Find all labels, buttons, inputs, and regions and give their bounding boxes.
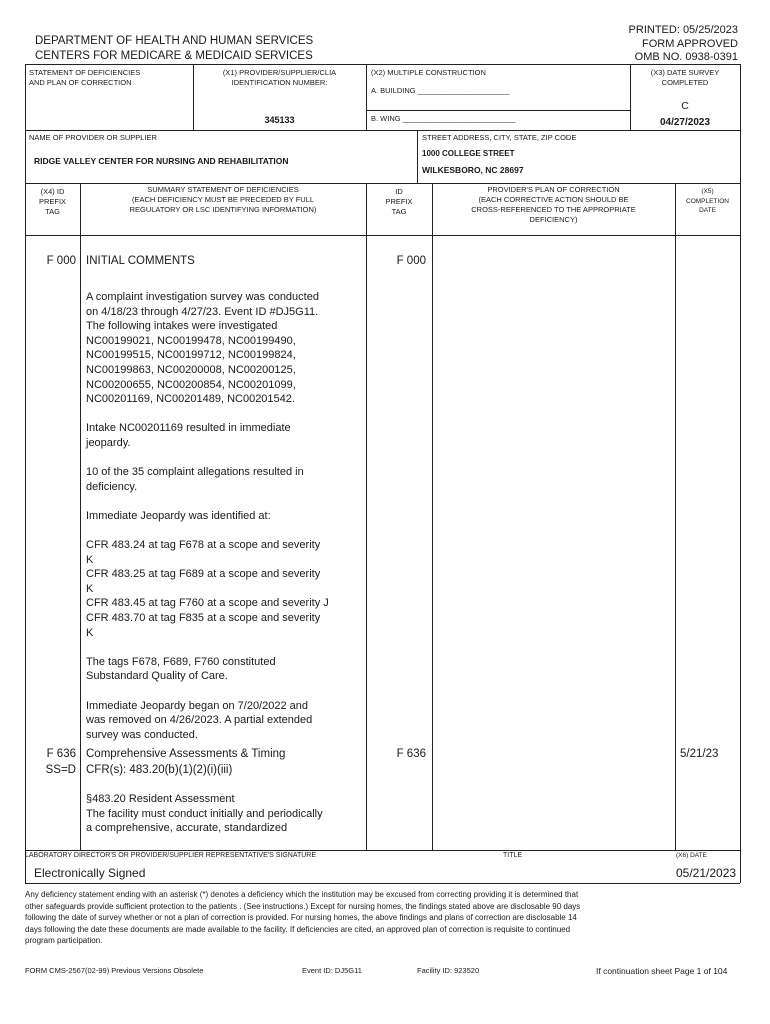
street-address: 1000 COLLEGE STREET: [422, 149, 515, 158]
row-divider-4: [25, 850, 740, 851]
footer-event-id: Event ID: DJ5G11: [302, 966, 362, 975]
plan-column-header: PROVIDER'S PLAN OF CORRECTION (EACH CORRECTIVE ACTION SHOULD BE CROSS-REFERENCED TO THE APPROPRIATE DEFICIENCY): [471, 185, 636, 224]
form-approved-label: FORM APPROVED: [642, 37, 738, 50]
f000-title: INITIAL COMMENTS: [86, 255, 195, 267]
department-name: DEPARTMENT OF HEALTH AND HUMAN SERVICES: [35, 35, 314, 47]
col-divider-x4: [80, 183, 81, 850]
col-divider-address: [417, 130, 418, 183]
provider-name: RIDGE VALLEY CENTER FOR NURSING AND REHABILITATION: [34, 156, 289, 166]
page-indicator: If continuation sheet Page 1 of 104: [596, 966, 728, 976]
wing-divider: [366, 110, 630, 111]
signature-value: Electronically Signed: [34, 866, 146, 880]
col-divider-x2: [366, 64, 367, 130]
form-number: FORM CMS-2567(02-99) Previous Versions Obsolete: [25, 966, 204, 975]
date-label: (X6) DATE: [676, 852, 707, 859]
agency-name: CENTERS FOR MEDICARE & MEDICAID SERVICES: [35, 50, 313, 62]
omb-number: OMB NO. 0938-0391: [634, 51, 738, 63]
f636-title: Comprehensive Assessments & Timing: [86, 748, 286, 760]
f000-prefix-tag: F 000: [46, 255, 76, 267]
f636-completion-date: 5/21/23: [680, 748, 719, 760]
id-column-header: ID PREFIX TAG: [385, 187, 413, 216]
f636-id-tag: F 636: [396, 748, 426, 760]
disclaimer-text: Any deficiency statement ending with an asterisk (*) denotes a deficiency which the institution may be excused from correcting providing it is determined that other safeguards provide sufficient protection to the patients . (See instructions.) Except for nursing homes, the findings stated above are disclosable 90 days following the date of survey whether or not a plan of correction is provided. For nursing homes, the above findings and plans of correction are disclosable 14 days following the date these documents are made available to the facility. If deficiencies are cited, an approved plan of correction is requisite to continued program participation.: [25, 890, 581, 945]
x4-column-header: (X4) ID PREFIX TAG: [38, 187, 67, 216]
title-label: TITLE: [503, 852, 523, 859]
city-state-zip: WILKESBORO, NC 28697: [422, 165, 524, 175]
statement-label: STATEMENT OF DEFICIENCIES AND PLAN OF CORRECTION: [29, 68, 141, 87]
col-divider-id: [432, 183, 433, 850]
x5-column-header: (X5) COMPLETION DATE: [686, 188, 729, 214]
provider-label: NAME OF PROVIDER OR SUPPLIER: [29, 133, 157, 142]
form-right-border: [740, 64, 741, 883]
form-approval-block: [629, 24, 738, 65]
f636-body-text: §483.20 Resident Assessment The facility must conduct initially and periodically a comprehensive, accurate, standardized: [86, 793, 323, 835]
printed-date: PRINTED: 05/25/2023: [628, 24, 738, 36]
f636-cfr: CFR(s): 483.20(b)(1)(2)(i)(iii): [86, 764, 233, 776]
f000-id-tag: F 000: [396, 255, 426, 267]
provider-id-number: 345133: [264, 115, 295, 125]
footer-facility-id: Facility ID: 923520: [417, 966, 480, 975]
signature-date: 05/21/2023: [676, 866, 737, 880]
form-top-border: [25, 64, 740, 65]
survey-completed-date: 04/27/2023: [659, 117, 711, 128]
row-divider-1: [25, 130, 740, 131]
wing-label: B. WING ___________________________: [371, 114, 516, 123]
signature-label: LABORATORY DIRECTOR'S OR PROVIDER/SUPPLIER REPRESENTATIVE'S SIGNATURE: [25, 852, 317, 859]
building-label: A. BUILDING ______________________: [371, 86, 510, 95]
x3-label: (X3) DATE SURVEY COMPLETED: [650, 68, 720, 87]
f636-prefix-tag: F 636: [46, 748, 76, 760]
survey-type-code: C: [681, 100, 689, 112]
form-bottom-border: [25, 883, 740, 884]
row-divider-3: [25, 235, 740, 236]
col-divider-plan: [675, 183, 676, 850]
x2-label: (X2) MULTIPLE CONSTRUCTION: [371, 68, 486, 77]
f000-comments-text: A complaint investigation survey was conducted on 4/18/23 through 4/27/23. Event ID #DJ5G11. The following intakes were investigated NC00199021, NC00199478, NC00199490, NC00199515, NC00199712, NC00199824, NC00199863, NC00200008, NC00200125, NC00200655, NC00200854, NC00201099, NC00201169, NC00201489, NC00201542. Intake NC00201169 resulted in immediate jeopardy. 10 of the 35 complaint allegations resulted in deficiency. Immediate Jeopardy was identified at: CFR 483.24 at tag F678 at a scope and severity K CFR 483.25 at tag F689 at a scope and severity K CFR 483.45 at tag F760 at a scope and severity J CFR 483.70 at tag F835 at a scope and severity K The tags F678, F689, F760 constituted Substandard Quality of Care. Immediate Jeopardy began on 7/20/2022 and was removed on 4/26/2023. A partial extended survey was conducted.: [86, 291, 329, 741]
address-label: STREET ADDRESS, CITY, STATE, ZIP CODE: [422, 133, 577, 142]
department-header: [35, 34, 313, 64]
f636-scope-severity: SS=D: [45, 764, 76, 776]
summary-column-header: SUMMARY STATEMENT OF DEFICIENCIES (EACH DEFICIENCY MUST BE PRECEDED BY FULL REGULATORY OR LSC IDENTIFYING INFORMATION): [129, 185, 317, 214]
row-divider-2: [25, 183, 740, 184]
x1-label: (X1) PROVIDER/SUPPLIER/CLIA IDENTIFICATION NUMBER:: [222, 68, 337, 87]
